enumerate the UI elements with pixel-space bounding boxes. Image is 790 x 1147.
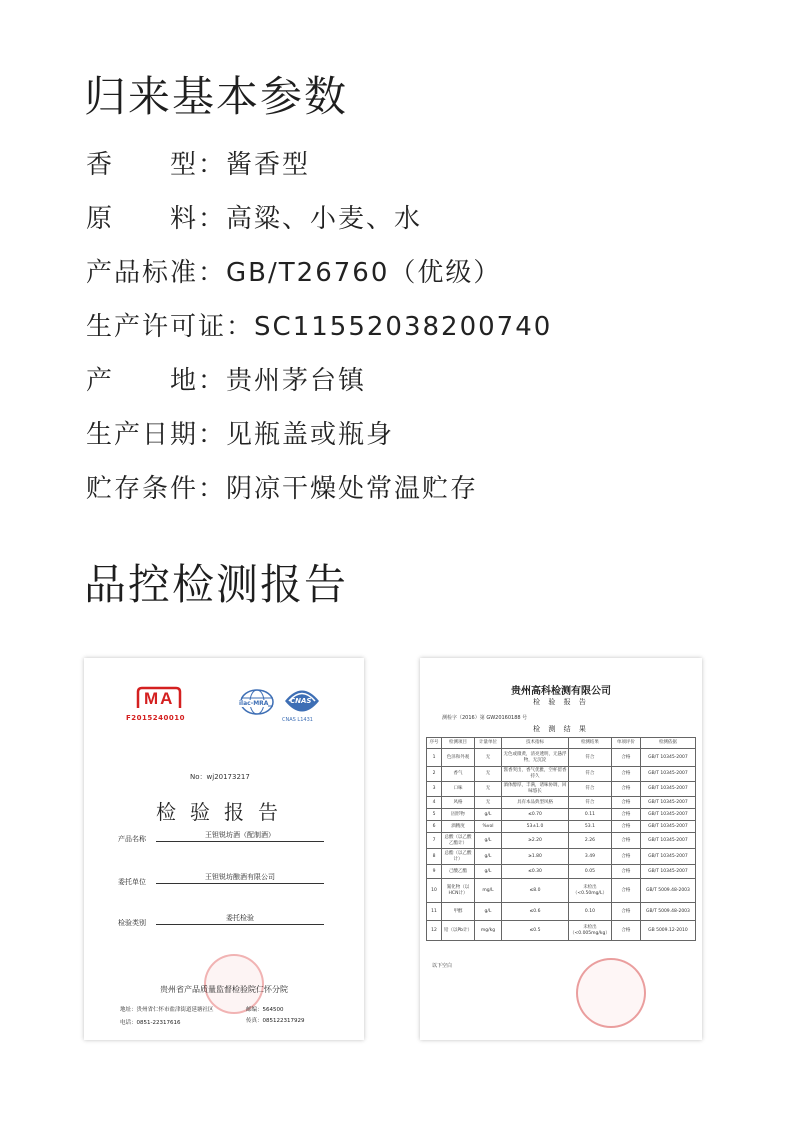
cnas-code: CNAS L1431	[282, 717, 313, 723]
table-row	[427, 797, 696, 809]
table-cell: 符合	[569, 767, 612, 782]
table-cell: GB/T 10345-2007	[640, 767, 695, 782]
table-cell: 无	[475, 797, 502, 809]
table-cell: 甲醇	[442, 903, 475, 921]
table-cell: 己酸乙酯	[442, 865, 475, 879]
table-cell: 3	[427, 782, 442, 797]
report-subtitle: 检 验 报 告	[533, 698, 589, 706]
param-key: 地	[170, 366, 199, 396]
param-row-date	[86, 415, 552, 469]
table-cell: 53±1.0	[502, 821, 569, 833]
table-row	[427, 879, 696, 903]
table-cell: ≤0.6	[502, 903, 569, 921]
table-cell: 总酯（以乙酸计）	[442, 849, 475, 865]
fax: 传真：085122317929	[246, 1018, 305, 1024]
ma-number: F2015240010	[126, 714, 185, 722]
table-cell: 无色或微黄，清亮透明，无悬浮物，无沉淀	[502, 749, 569, 767]
table-cell: GB/T 5009.48-2003	[640, 903, 695, 921]
table-cell: 53.1	[569, 821, 612, 833]
param-key: 贮存条件	[86, 474, 199, 504]
param-value: 阴凉干燥处常温贮存	[226, 474, 479, 504]
table-cell: 具有本品典型风格	[502, 797, 569, 809]
cnas-logo-text: CNAS	[290, 697, 312, 705]
table-cell: 合格	[611, 849, 640, 865]
table-cell: 4	[427, 797, 442, 809]
param-key: 生产日期	[86, 420, 199, 450]
field-value: 委托检验	[156, 913, 324, 925]
param-row-ingredients	[86, 199, 552, 253]
results-title: 检 测 结 果	[533, 725, 589, 733]
table-cell: 合格	[611, 903, 640, 921]
table-cell: GB 5009.12-2010	[640, 921, 695, 941]
table-cell: 口味	[442, 782, 475, 797]
table-cell: 7	[427, 833, 442, 849]
ilac-logo-text: ilac-MRA	[239, 700, 269, 707]
table-cell: 香气	[442, 767, 475, 782]
table-cell: 合格	[611, 809, 640, 821]
param-sep: ：	[198, 420, 227, 450]
param-row-storage	[86, 469, 552, 523]
table-row	[427, 921, 696, 941]
table-cell: g/L	[475, 865, 502, 879]
param-sep: ：	[198, 150, 227, 180]
param-value: GB/T26760（优级）	[226, 258, 502, 288]
table-cell: 合格	[611, 833, 640, 849]
table-cell: %vol	[475, 821, 502, 833]
table-cell: 酒体醇厚，丰满，诸味协调，回味悠长	[502, 782, 569, 797]
table-cell: 9	[427, 865, 442, 879]
phone: 电话：0851-22317616	[120, 1020, 181, 1026]
inspection-certificate	[84, 658, 364, 1040]
table-cell: g/L	[475, 833, 502, 849]
table-cell: ≥2.20	[502, 833, 569, 849]
table-cell: 色泽和外观	[442, 749, 475, 767]
table-cell: mg/L	[475, 879, 502, 903]
table-cell: 5	[427, 809, 442, 821]
field-label: 检验类别	[118, 919, 146, 927]
table-cell: GB/T 10345-2007	[640, 782, 695, 797]
table-row	[427, 809, 696, 821]
table-row	[427, 903, 696, 921]
param-key: 料	[170, 204, 199, 234]
table-cell: 酒精度	[442, 821, 475, 833]
table-cell: GB/T 10345-2007	[640, 809, 695, 821]
ma-logo	[134, 686, 184, 714]
params-list	[86, 145, 552, 523]
test-report	[420, 658, 702, 1040]
table-row	[427, 749, 696, 767]
table-cell: mg/kg	[475, 921, 502, 941]
table-cell: 无	[475, 767, 502, 782]
company-name: 贵州高科检测有限公司	[511, 686, 611, 697]
table-cell: 酱香突出，香气优雅，空杯留香持久	[502, 767, 569, 782]
sign-note: 以下空白	[432, 963, 453, 969]
col-header: 单项评价	[611, 738, 640, 749]
param-key: 产品标准	[86, 258, 199, 288]
col-header: 技术指标	[502, 738, 569, 749]
table-header-row	[427, 738, 696, 749]
param-sep: ：	[226, 312, 255, 342]
param-value: 酱香型	[226, 150, 311, 180]
table-cell: 固形物	[442, 809, 475, 821]
table-cell: 11	[427, 903, 442, 921]
param-sep: ：	[198, 204, 227, 234]
param-value: 高粱、小麦、水	[226, 204, 423, 234]
param-key: 型	[170, 150, 199, 180]
section-title-params: 归来基本参数	[84, 72, 349, 121]
table-row	[427, 782, 696, 797]
col-header: 检测结果	[569, 738, 612, 749]
table-cell: ≥1.80	[502, 849, 569, 865]
col-header: 计量单位	[475, 738, 502, 749]
cnas-logo	[281, 686, 323, 728]
table-cell: 符合	[569, 797, 612, 809]
col-header: 检测依据	[640, 738, 695, 749]
param-value: SC11552038200740	[254, 312, 553, 342]
table-cell: ≤0.30	[502, 865, 569, 879]
table-cell: 合格	[611, 767, 640, 782]
table-cell: 0.05	[569, 865, 612, 879]
ma-logo-text: MA	[144, 689, 175, 708]
param-key: 原	[86, 204, 115, 234]
ilac-logo	[237, 688, 277, 724]
col-header: 检测项目	[442, 738, 475, 749]
param-key: 产	[86, 366, 115, 396]
table-row	[427, 767, 696, 782]
table-cell: 无	[475, 782, 502, 797]
report-title: 检验报告	[156, 800, 292, 824]
table-cell: 合格	[611, 821, 640, 833]
table-cell: 合格	[611, 797, 640, 809]
param-sep: ：	[198, 474, 227, 504]
report-number: No：wj20173217	[190, 773, 250, 781]
table-cell: 无	[475, 749, 502, 767]
param-row-standard	[86, 253, 552, 307]
table-cell: 铅（以Pb计）	[442, 921, 475, 941]
table-cell: g/L	[475, 809, 502, 821]
table-row	[427, 821, 696, 833]
table-cell: 0.11	[569, 809, 612, 821]
table-cell: 未检出（<0.005mg/kg）	[569, 921, 612, 941]
table-cell: g/L	[475, 849, 502, 865]
postcode: 邮编：564500	[246, 1007, 284, 1013]
table-cell: 2	[427, 767, 442, 782]
table-cell: GB/T 10345-2007	[640, 865, 695, 879]
report-stamp	[576, 958, 646, 1028]
table-cell: 0.10	[569, 903, 612, 921]
table-cell: 10	[427, 879, 442, 903]
report-ref: 测检字（2016）第 GW20160188 号	[442, 715, 528, 721]
table-cell: GB/T 10345-2007	[640, 797, 695, 809]
institute-name: 贵州省产品质量监督检验院仁怀分院	[160, 985, 288, 994]
table-cell: 6	[427, 821, 442, 833]
table-cell: 风格	[442, 797, 475, 809]
table-row	[427, 865, 696, 879]
table-cell: 合格	[611, 749, 640, 767]
field-label: 产品名称	[118, 835, 146, 843]
table-cell: 8	[427, 849, 442, 865]
param-key: 生产许可证	[86, 312, 227, 342]
table-cell: ≤8.0	[502, 879, 569, 903]
table-cell: 2.26	[569, 833, 612, 849]
field-value: 王钽锐坊酿酒有限公司	[156, 872, 324, 884]
table-row	[427, 849, 696, 865]
param-value: 见瓶盖或瓶身	[226, 420, 395, 450]
section-title-report: 品控检测报告	[84, 560, 349, 609]
table-cell: GB/T 10345-2007	[640, 849, 695, 865]
address: 地址：贵州省仁怀市盐津街道延塘社区	[120, 1007, 214, 1013]
table-cell: 符合	[569, 749, 612, 767]
table-cell: ≤0.70	[502, 809, 569, 821]
table-cell: 合格	[611, 879, 640, 903]
table-cell: GB/T 10345-2007	[640, 749, 695, 767]
table-cell: 未检出（<0.50mg/L）	[569, 879, 612, 903]
table-cell: g/L	[475, 903, 502, 921]
param-sep: ：	[198, 258, 227, 288]
table-cell: 12	[427, 921, 442, 941]
table-cell: 合格	[611, 865, 640, 879]
col-header: 序号	[427, 738, 442, 749]
table-row	[427, 833, 696, 849]
param-key: 香	[86, 150, 115, 180]
param-value: 贵州茅台镇	[226, 366, 367, 396]
table-cell: 氰化物（以HCN计）	[442, 879, 475, 903]
table-cell: GB/T 5009.48-2003	[640, 879, 695, 903]
table-cell: ≤0.5	[502, 921, 569, 941]
table-cell: 1	[427, 749, 442, 767]
field-label: 委托单位	[118, 878, 146, 886]
field-value: 王钽锐坊酒（配制酒）	[156, 830, 324, 842]
param-row-license	[86, 307, 552, 361]
table-cell: GB/T 10345-2007	[640, 833, 695, 849]
table-cell: 合格	[611, 921, 640, 941]
table-cell: 总酸（以乙酸乙酯计）	[442, 833, 475, 849]
results-table	[426, 737, 696, 941]
table-cell: 合格	[611, 782, 640, 797]
param-sep: ：	[198, 366, 227, 396]
table-cell: GB/T 10345-2007	[640, 821, 695, 833]
param-row-aroma	[86, 145, 552, 199]
table-cell: 3.49	[569, 849, 612, 865]
table-cell: 符合	[569, 782, 612, 797]
param-row-origin	[86, 361, 552, 415]
